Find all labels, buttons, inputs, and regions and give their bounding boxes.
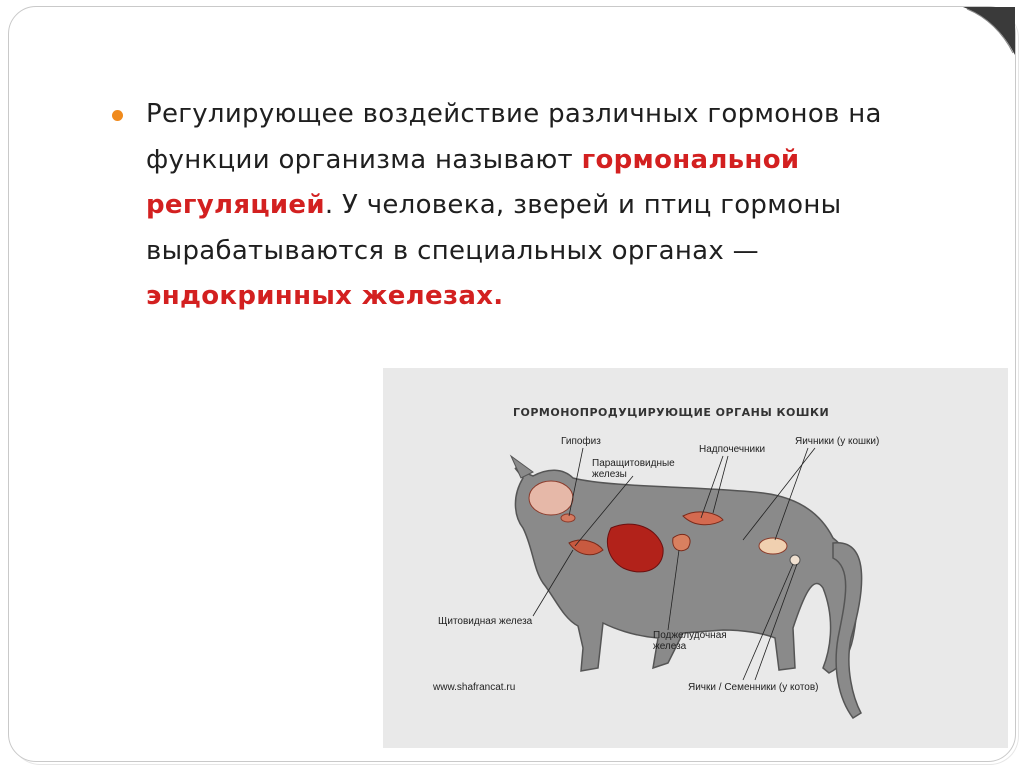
cat-diagram: [383, 368, 1008, 748]
pancreas-organ: [673, 534, 690, 550]
paragraph-text: . У человека, зверей и птиц гормоны вырабатываются в специальных органах —: [146, 190, 842, 266]
hypophysis-organ: [561, 514, 575, 522]
label-testes: Яички / Семенники (у котов): [688, 682, 819, 693]
label-hypophysis: Гипофиз: [561, 436, 601, 447]
label-adrenal: Надпочечники: [699, 444, 766, 455]
highlighted-term: гормональной регуляцией: [146, 144, 800, 220]
testis-organ: [790, 555, 800, 565]
ovary-organ: [759, 538, 787, 554]
highlighted-term: эндокринных железах.: [146, 281, 504, 311]
bullet-paragraph: [146, 92, 906, 320]
paragraph-text: Регулирующее воздействие различных гормонов на функции организма называют: [146, 99, 882, 175]
label-pancreas: Поджелудочная железа: [653, 630, 727, 652]
bullet-icon: [112, 110, 123, 121]
page-curl-decoration: [945, 7, 1015, 57]
label-parathyroid: Паращитовидные железы: [592, 458, 675, 480]
label-ovaries: Яичники (у кошки): [795, 436, 880, 447]
website-credit: www.shafrancat.ru: [433, 682, 516, 693]
brain-organ: [529, 481, 573, 515]
diagram-title: ГОРМОНОПРОДУЦИРУЮЩИЕ ОРГАНЫ КОШКИ: [513, 406, 830, 419]
label-thyroid: Щитовидная железа: [438, 616, 533, 627]
